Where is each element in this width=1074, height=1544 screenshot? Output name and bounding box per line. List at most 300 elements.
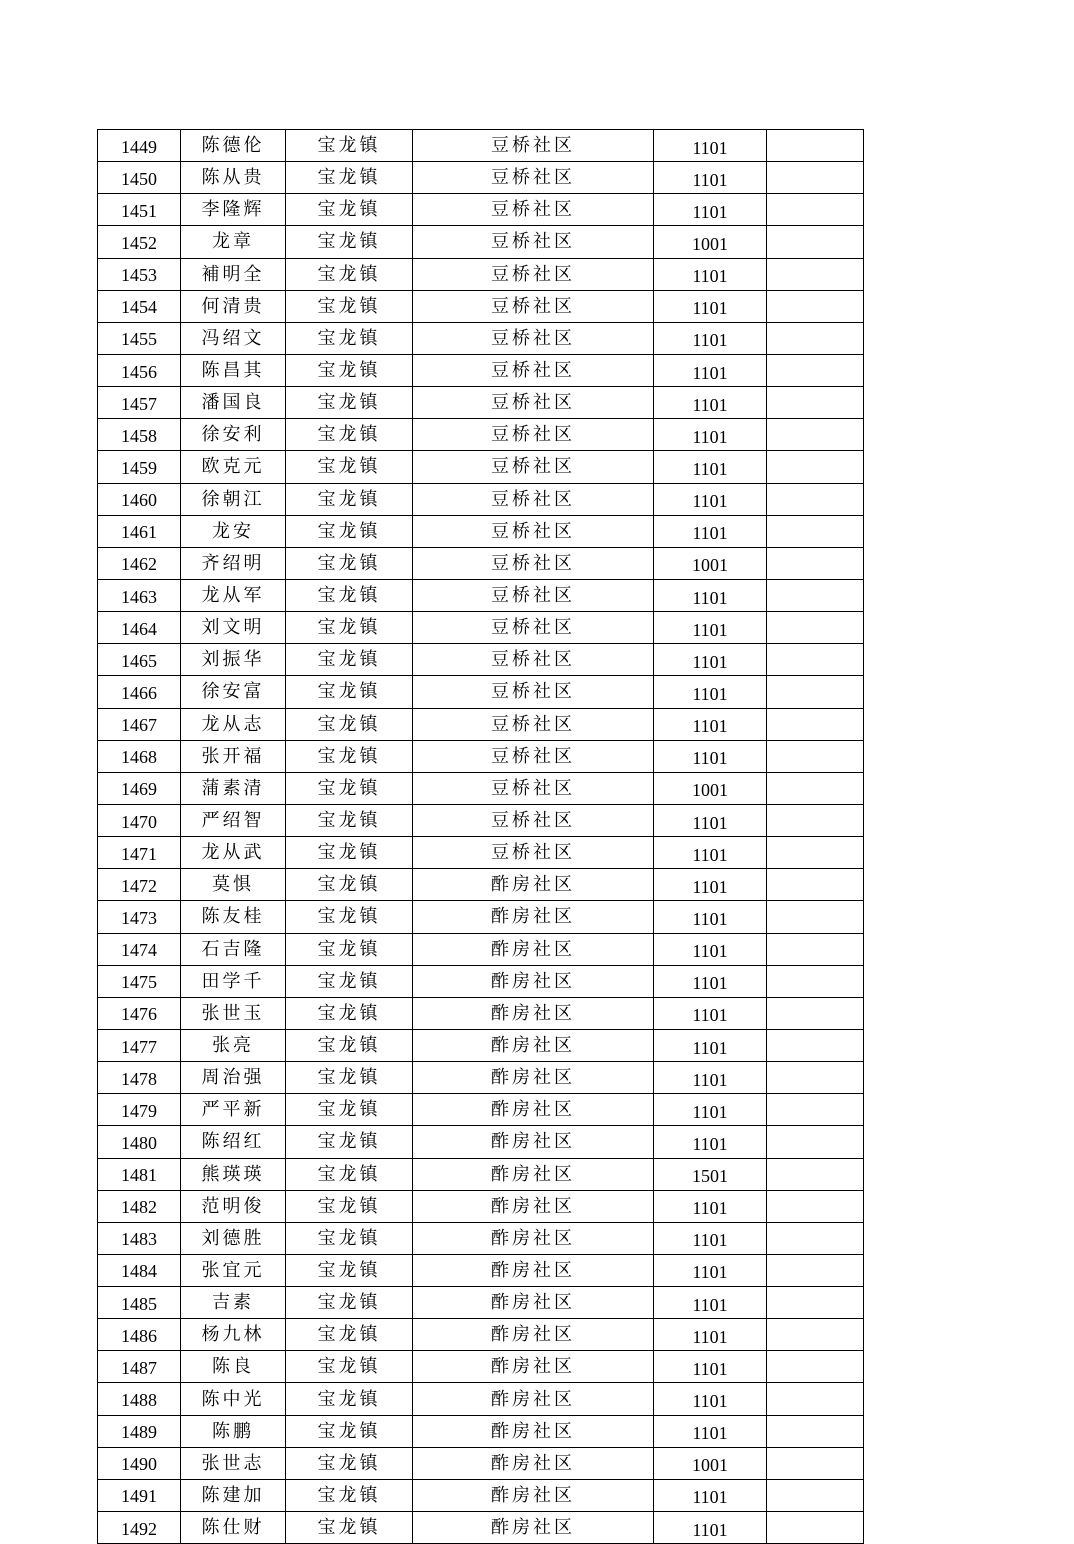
cell-id: 1478 [98,1062,181,1094]
cell-name: 周治强 [181,1062,286,1094]
cell-code: 1001 [654,547,767,579]
cell-id: 1469 [98,772,181,804]
cell-name: 刘文明 [181,612,286,644]
cell-community: 豆桥社区 [413,579,654,611]
table-row [98,1383,864,1415]
cell-remark [767,322,864,354]
cell-community: 酢房社区 [413,1351,654,1383]
cell-name: 補明全 [181,258,286,290]
cell-id: 1463 [98,579,181,611]
table-row [98,933,864,965]
cell-community: 酢房社区 [413,869,654,901]
cell-name: 张宜元 [181,1254,286,1286]
cell-town: 宝龙镇 [286,1383,413,1415]
cell-name: 熊瑛瑛 [181,1158,286,1190]
cell-id: 1482 [98,1190,181,1222]
table-row [98,579,864,611]
table-row [98,1158,864,1190]
cell-code: 1001 [654,1447,767,1479]
cell-name: 陈昌其 [181,354,286,386]
cell-community: 酢房社区 [413,1512,654,1544]
cell-town: 宝龙镇 [286,579,413,611]
cell-id: 1486 [98,1319,181,1351]
cell-town: 宝龙镇 [286,451,413,483]
cell-id: 1458 [98,419,181,451]
cell-id: 1488 [98,1383,181,1415]
cell-town: 宝龙镇 [286,933,413,965]
cell-community: 豆桥社区 [413,676,654,708]
cell-town: 宝龙镇 [286,419,413,451]
table-row [98,387,864,419]
table-row [98,1222,864,1254]
cell-town: 宝龙镇 [286,515,413,547]
cell-town: 宝龙镇 [286,1351,413,1383]
cell-remark [767,965,864,997]
cell-town: 宝龙镇 [286,740,413,772]
cell-community: 豆桥社区 [413,162,654,194]
cell-community: 酢房社区 [413,1415,654,1447]
table-row [98,772,864,804]
cell-remark [767,226,864,258]
cell-id: 1459 [98,451,181,483]
cell-community: 豆桥社区 [413,837,654,869]
cell-town: 宝龙镇 [286,258,413,290]
cell-id: 1450 [98,162,181,194]
cell-community: 豆桥社区 [413,226,654,258]
cell-code: 1101 [654,612,767,644]
cell-id: 1457 [98,387,181,419]
cell-name: 张亮 [181,1029,286,1061]
cell-id: 1480 [98,1126,181,1158]
cell-remark [767,837,864,869]
cell-town: 宝龙镇 [286,354,413,386]
table-row [98,483,864,515]
cell-town: 宝龙镇 [286,644,413,676]
cell-id: 1464 [98,612,181,644]
cell-name: 莫惧 [181,869,286,901]
cell-remark [767,547,864,579]
cell-id: 1461 [98,515,181,547]
cell-name: 杨九林 [181,1319,286,1351]
cell-remark [767,1319,864,1351]
cell-remark [767,579,864,611]
cell-community: 豆桥社区 [413,258,654,290]
cell-code: 1101 [654,419,767,451]
cell-town: 宝龙镇 [286,1094,413,1126]
cell-code: 1101 [654,1222,767,1254]
cell-code: 1501 [654,1158,767,1190]
cell-community: 豆桥社区 [413,130,654,162]
table-row [98,419,864,451]
cell-id: 1456 [98,354,181,386]
table-row [98,901,864,933]
cell-remark [767,1479,864,1511]
cell-community: 豆桥社区 [413,547,654,579]
cell-community: 酢房社区 [413,1287,654,1319]
cell-name: 冯绍文 [181,322,286,354]
cell-community: 酢房社区 [413,997,654,1029]
table-row [98,1319,864,1351]
cell-remark [767,676,864,708]
cell-id: 1481 [98,1158,181,1190]
cell-code: 1101 [654,1190,767,1222]
table-row [98,676,864,708]
table-row [98,1094,864,1126]
cell-code: 1101 [654,740,767,772]
cell-name: 范明俊 [181,1190,286,1222]
cell-remark [767,612,864,644]
cell-id: 1470 [98,804,181,836]
cell-name: 李隆辉 [181,194,286,226]
cell-id: 1473 [98,901,181,933]
cell-community: 豆桥社区 [413,483,654,515]
cell-town: 宝龙镇 [286,226,413,258]
cell-code: 1101 [654,515,767,547]
cell-remark [767,194,864,226]
cell-id: 1468 [98,740,181,772]
cell-town: 宝龙镇 [286,1222,413,1254]
cell-community: 酢房社区 [413,1062,654,1094]
cell-id: 1487 [98,1351,181,1383]
cell-remark [767,387,864,419]
cell-code: 1101 [654,804,767,836]
cell-community: 豆桥社区 [413,740,654,772]
cell-name: 龙章 [181,226,286,258]
cell-community: 豆桥社区 [413,194,654,226]
cell-code: 1101 [654,451,767,483]
cell-name: 徐朝江 [181,483,286,515]
table-row [98,612,864,644]
table-row [98,1254,864,1286]
cell-community: 豆桥社区 [413,515,654,547]
table-row [98,740,864,772]
cell-code: 1101 [654,290,767,322]
cell-community: 豆桥社区 [413,451,654,483]
cell-remark [767,354,864,386]
cell-code: 1101 [654,258,767,290]
cell-town: 宝龙镇 [286,1447,413,1479]
cell-code: 1101 [654,387,767,419]
cell-code: 1101 [654,130,767,162]
cell-name: 张开福 [181,740,286,772]
cell-code: 1101 [654,869,767,901]
cell-remark [767,419,864,451]
cell-id: 1449 [98,130,181,162]
cell-id: 1484 [98,1254,181,1286]
cell-town: 宝龙镇 [286,1158,413,1190]
cell-town: 宝龙镇 [286,1190,413,1222]
table-row [98,258,864,290]
cell-community: 酢房社区 [413,1479,654,1511]
cell-code: 1101 [654,901,767,933]
cell-remark [767,1254,864,1286]
cell-town: 宝龙镇 [286,322,413,354]
cell-town: 宝龙镇 [286,1512,413,1544]
cell-community: 酢房社区 [413,1319,654,1351]
cell-code: 1101 [654,579,767,611]
table-row [98,515,864,547]
cell-remark [767,933,864,965]
cell-remark [767,1415,864,1447]
cell-remark [767,1383,864,1415]
cell-remark [767,1126,864,1158]
cell-name: 严平新 [181,1094,286,1126]
cell-community: 豆桥社区 [413,804,654,836]
cell-id: 1476 [98,997,181,1029]
cell-remark [767,1094,864,1126]
cell-town: 宝龙镇 [286,1287,413,1319]
cell-remark [767,644,864,676]
cell-community: 酢房社区 [413,1158,654,1190]
table-row [98,1029,864,1061]
cell-remark [767,1190,864,1222]
cell-remark [767,997,864,1029]
table-row [98,837,864,869]
cell-community: 豆桥社区 [413,354,654,386]
cell-community: 豆桥社区 [413,708,654,740]
table-row [98,1126,864,1158]
cell-town: 宝龙镇 [286,869,413,901]
cell-remark [767,162,864,194]
cell-name: 龙安 [181,515,286,547]
cell-id: 1471 [98,837,181,869]
cell-code: 1101 [654,644,767,676]
cell-name: 欧克元 [181,451,286,483]
cell-town: 宝龙镇 [286,965,413,997]
cell-remark [767,1287,864,1319]
cell-name: 陈从贵 [181,162,286,194]
cell-community: 酢房社区 [413,901,654,933]
roster-table-body [98,130,864,1544]
cell-name: 刘德胜 [181,1222,286,1254]
table-row [98,965,864,997]
cell-community: 豆桥社区 [413,290,654,322]
cell-id: 1483 [98,1222,181,1254]
table-row [98,997,864,1029]
table-row [98,354,864,386]
cell-code: 1101 [654,194,767,226]
cell-id: 1465 [98,644,181,676]
cell-id: 1454 [98,290,181,322]
cell-name: 何清贵 [181,290,286,322]
cell-name: 刘振华 [181,644,286,676]
cell-town: 宝龙镇 [286,837,413,869]
cell-community: 豆桥社区 [413,644,654,676]
cell-town: 宝龙镇 [286,901,413,933]
cell-code: 1101 [654,1512,767,1544]
cell-remark [767,258,864,290]
cell-id: 1492 [98,1512,181,1544]
cell-community: 酢房社区 [413,965,654,997]
cell-code: 1101 [654,1351,767,1383]
cell-town: 宝龙镇 [286,997,413,1029]
cell-id: 1466 [98,676,181,708]
table-row [98,869,864,901]
table-row [98,162,864,194]
cell-remark [767,708,864,740]
cell-code: 1101 [654,1479,767,1511]
cell-community: 酢房社区 [413,1094,654,1126]
cell-town: 宝龙镇 [286,290,413,322]
table-row [98,547,864,579]
cell-town: 宝龙镇 [286,708,413,740]
cell-name: 张世志 [181,1447,286,1479]
cell-code: 1101 [654,322,767,354]
cell-id: 1452 [98,226,181,258]
cell-town: 宝龙镇 [286,387,413,419]
cell-code: 1101 [654,708,767,740]
cell-remark [767,515,864,547]
cell-code: 1101 [654,933,767,965]
cell-name: 张世玉 [181,997,286,1029]
cell-town: 宝龙镇 [286,130,413,162]
cell-code: 1101 [654,1254,767,1286]
cell-code: 1101 [654,1287,767,1319]
cell-id: 1485 [98,1287,181,1319]
cell-town: 宝龙镇 [286,772,413,804]
cell-code: 1101 [654,1383,767,1415]
cell-code: 1101 [654,1126,767,1158]
cell-community: 酢房社区 [413,1029,654,1061]
cell-town: 宝龙镇 [286,612,413,644]
table-row [98,1415,864,1447]
cell-code: 1101 [654,965,767,997]
table-row [98,322,864,354]
cell-community: 酢房社区 [413,1447,654,1479]
cell-remark [767,1512,864,1544]
cell-id: 1474 [98,933,181,965]
cell-id: 1472 [98,869,181,901]
cell-name: 田学千 [181,965,286,997]
cell-community: 酢房社区 [413,1254,654,1286]
cell-name: 徐安利 [181,419,286,451]
cell-name: 陈建加 [181,1479,286,1511]
cell-community: 豆桥社区 [413,772,654,804]
cell-name: 陈良 [181,1351,286,1383]
cell-remark [767,1062,864,1094]
cell-town: 宝龙镇 [286,1029,413,1061]
cell-remark [767,804,864,836]
table-row [98,1447,864,1479]
cell-remark [767,869,864,901]
cell-code: 1001 [654,772,767,804]
cell-name: 陈中光 [181,1383,286,1415]
cell-town: 宝龙镇 [286,1254,413,1286]
table-row [98,644,864,676]
table-row [98,1351,864,1383]
cell-code: 1101 [654,162,767,194]
cell-remark [767,1447,864,1479]
cell-code: 1101 [654,1062,767,1094]
cell-remark [767,772,864,804]
cell-community: 酢房社区 [413,933,654,965]
cell-code: 1101 [654,483,767,515]
cell-town: 宝龙镇 [286,676,413,708]
cell-name: 齐绍明 [181,547,286,579]
table-row [98,290,864,322]
cell-remark [767,1222,864,1254]
cell-id: 1455 [98,322,181,354]
cell-town: 宝龙镇 [286,162,413,194]
cell-name: 徐安富 [181,676,286,708]
cell-remark [767,483,864,515]
cell-id: 1489 [98,1415,181,1447]
table-row [98,1062,864,1094]
cell-id: 1490 [98,1447,181,1479]
cell-id: 1453 [98,258,181,290]
table-row [98,1190,864,1222]
cell-id: 1460 [98,483,181,515]
cell-remark [767,1158,864,1190]
cell-remark [767,1351,864,1383]
cell-town: 宝龙镇 [286,547,413,579]
cell-code: 1101 [654,1415,767,1447]
roster-table [97,129,864,1544]
cell-id: 1467 [98,708,181,740]
cell-id: 1477 [98,1029,181,1061]
cell-name: 龙从志 [181,708,286,740]
cell-name: 陈德伦 [181,130,286,162]
cell-community: 酢房社区 [413,1126,654,1158]
cell-id: 1491 [98,1479,181,1511]
cell-town: 宝龙镇 [286,1126,413,1158]
cell-remark [767,1029,864,1061]
cell-remark [767,901,864,933]
cell-name: 龙从武 [181,837,286,869]
table-row [98,451,864,483]
cell-code: 1101 [654,1029,767,1061]
cell-community: 豆桥社区 [413,612,654,644]
cell-name: 龙从军 [181,579,286,611]
table-row [98,708,864,740]
cell-code: 1101 [654,997,767,1029]
table-row [98,226,864,258]
cell-town: 宝龙镇 [286,1415,413,1447]
cell-community: 酢房社区 [413,1383,654,1415]
cell-remark [767,451,864,483]
cell-id: 1462 [98,547,181,579]
cell-code: 1101 [654,837,767,869]
cell-community: 豆桥社区 [413,387,654,419]
cell-code: 1101 [654,354,767,386]
cell-name: 石吉隆 [181,933,286,965]
cell-code: 1101 [654,676,767,708]
cell-remark [767,290,864,322]
table-row [98,194,864,226]
table-row [98,1287,864,1319]
cell-id: 1451 [98,194,181,226]
cell-id: 1479 [98,1094,181,1126]
table-row [98,804,864,836]
cell-remark [767,130,864,162]
cell-remark [767,740,864,772]
cell-code: 1101 [654,1319,767,1351]
cell-town: 宝龙镇 [286,483,413,515]
cell-community: 酢房社区 [413,1222,654,1254]
cell-town: 宝龙镇 [286,804,413,836]
cell-community: 豆桥社区 [413,322,654,354]
cell-name: 陈友桂 [181,901,286,933]
cell-name: 潘国良 [181,387,286,419]
table-row [98,1479,864,1511]
cell-code: 1101 [654,1094,767,1126]
cell-id: 1475 [98,965,181,997]
cell-town: 宝龙镇 [286,1062,413,1094]
cell-name: 陈绍红 [181,1126,286,1158]
cell-name: 严绍智 [181,804,286,836]
cell-name: 陈鹏 [181,1415,286,1447]
cell-town: 宝龙镇 [286,1319,413,1351]
